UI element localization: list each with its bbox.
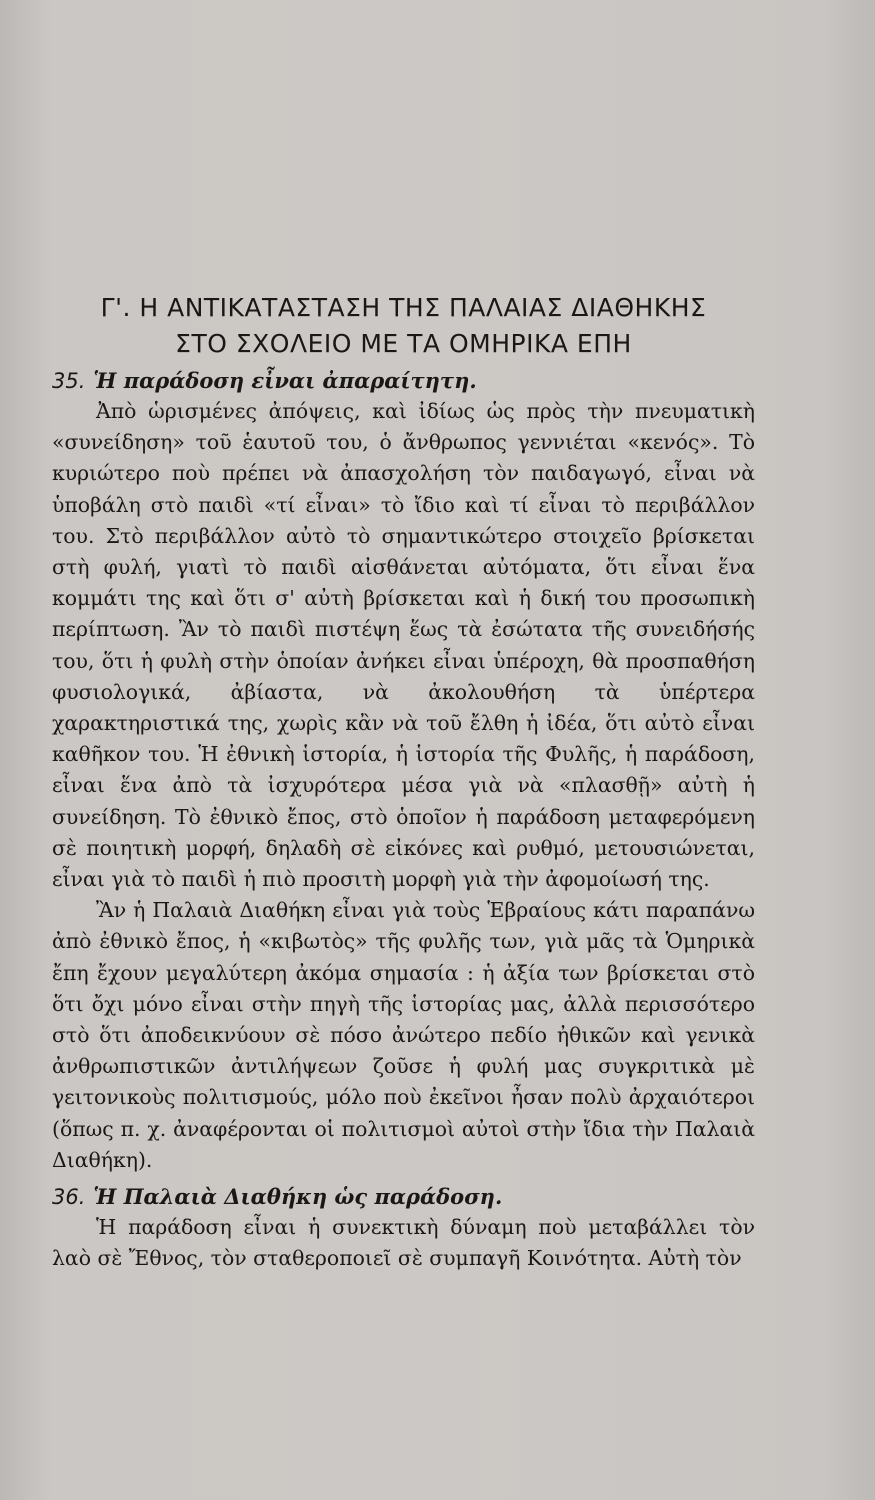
section-35-heading	[52, 366, 755, 396]
page-text-block	[52, 290, 755, 1274]
section-36-title: Ἡ Παλαιὰ Διαθήκη ὡς παράδοση.	[93, 1184, 503, 1210]
section-35-paragraph-1: Ἀπὸ ὡρισμένες ἀπόψεις, καὶ ἰδίως ὡς πρὸς τὴν πνευματικὴ «συνείδηση» τοῦ ἑαυτοῦ του, ὁ ἄνθρωπος γεννιέται «κενός». Τὸ κυριώτερο ποὺ πρέπει νὰ ἀπασχολήση τὸν παιδαγωγό, εἶναι νὰ ὑποβάλη στὸ παιδὶ «τί εἶναι» τὸ ἴδιο καὶ τί εἶναι τὸ περιβάλλον του. Στὸ περιβάλλον αὐτὸ τὸ σημαντικώτερο στοιχεῖο βρίσκεται στὴ φυλή, γιατὶ τὸ παιδὶ αἰσθάνεται αὐτόματα, ὅτι εἶναι ἕνα κομμάτι της καὶ ὅτι σ' αὐτὴ βρίσκεται καὶ ἡ δική του προσωπικὴ περίπτωση. Ἂν τὸ παιδὶ πιστέψη ἕως τὰ ἐσώτατα τῆς συνειδήσής του, ὅτι ἡ φυλὴ στὴν ὁποίαν ἀνήκει εἶναι ὑπέροχη, θὰ προσπαθήση φυσιολογικά, ἀβίαστα, νὰ ἀκολουθήση τὰ ὑπέρτερα χαρακτηριστικά της, χωρὶς κἂν νὰ τοῦ ἔλθη ἡ ἰδέα, ὅτι αὐτὸ εἶναι καθῆκον του. Ἡ ἐθνικὴ ἱστορία, ἡ ἱστορία τῆς Φυλῆς, ἡ παράδοση, εἶναι ἕνα ἀπὸ τὰ ἰσχυρότερα μέσα γιὰ νὰ «πλασθῇ» αὐτὴ ἡ συνείδηση. Τὸ ἐθνικὸ ἔπος, στὸ ὁποῖον ἡ παράδοση μεταφερόμενη σὲ ποιητικὴ μορφή, δηλαδὴ σὲ εἰκόνες καὶ ρυθμό, μετουσιώνεται, εἶναι γιὰ τὸ παιδὶ ἡ πιὸ προσιτὴ μορφὴ γιὰ τὴν ἀφομοίωσή της.	[52, 399, 755, 892]
section-36-paragraph-1: Ἡ παράδοση εἶναι ἡ συνεκτικὴ δύναμη ποὺ μεταβάλλει τὸν λαὸ σὲ Ἔθνος, τὸν σταθεροποιεῖ σὲ συμπαγῆ Κοινότητα. Αὐτὴ τὸν	[52, 1215, 755, 1271]
section-36-number: 36.	[52, 1185, 86, 1210]
chapter-title	[52, 290, 755, 362]
section-35-title: Ἡ παράδοση εἶναι ἀπαραίτητη.	[93, 368, 477, 393]
chapter-title-line-2: ΣΤΟ ΣΧΟΛΕΙΟ ΜΕ ΤΑ ΟΜΗΡΙΚΑ ΕΠΗ	[175, 329, 632, 358]
section-35-paragraph-2: Ἂν ἡ Παλαιὰ Διαθήκη εἶναι γιὰ τοὺς Ἑβραίους κάτι παραπάνω ἀπὸ ἐθνικὸ ἔπος, ἡ «κιβωτὸς» τῆς φυλῆς των, γιὰ μᾶς τὰ Ὁμηρικὰ ἔπη ἔχουν μεγαλύτερη ἀκόμα σημασία : ἡ ἀξία των βρίσκεται στὸ ὅτι ὄχι μόνο εἶναι στὴν πηγὴ τῆς ἱστορίας μας, ἀλλὰ περισσότερο στὸ ὅτι ἀποδεικνύουν σὲ πόσο ἀνώτερο πεδίο ἠθικῶν καὶ γενικὰ ἀνθρωπιστικῶν ἀντιλήψεων ζοῦσε ἡ φυλή μας συγκριτικὰ μὲ γειτονικοὺς πολιτισμούς, μόλο ποὺ ἐκεῖνοι ἦσαν πολὺ ἀρχαιότεροι (ὅπως π. χ. ἀναφέρονται οἱ πολιτισμοὶ αὐτοὶ στὴν ἴδια τὴν Παλαιὰ Διαθήκη).	[52, 898, 755, 1172]
section-36-heading	[52, 1182, 755, 1212]
section-35-number: 35.	[52, 369, 86, 393]
chapter-title-line-1: Γ'. Η ΑΝΤΙΚΑΤΑΣΤΑΣΗ ΤΗΣ ΠΑΛΑΙΑΣ ΔΙΑΘΗΚΗΣ	[100, 293, 707, 322]
